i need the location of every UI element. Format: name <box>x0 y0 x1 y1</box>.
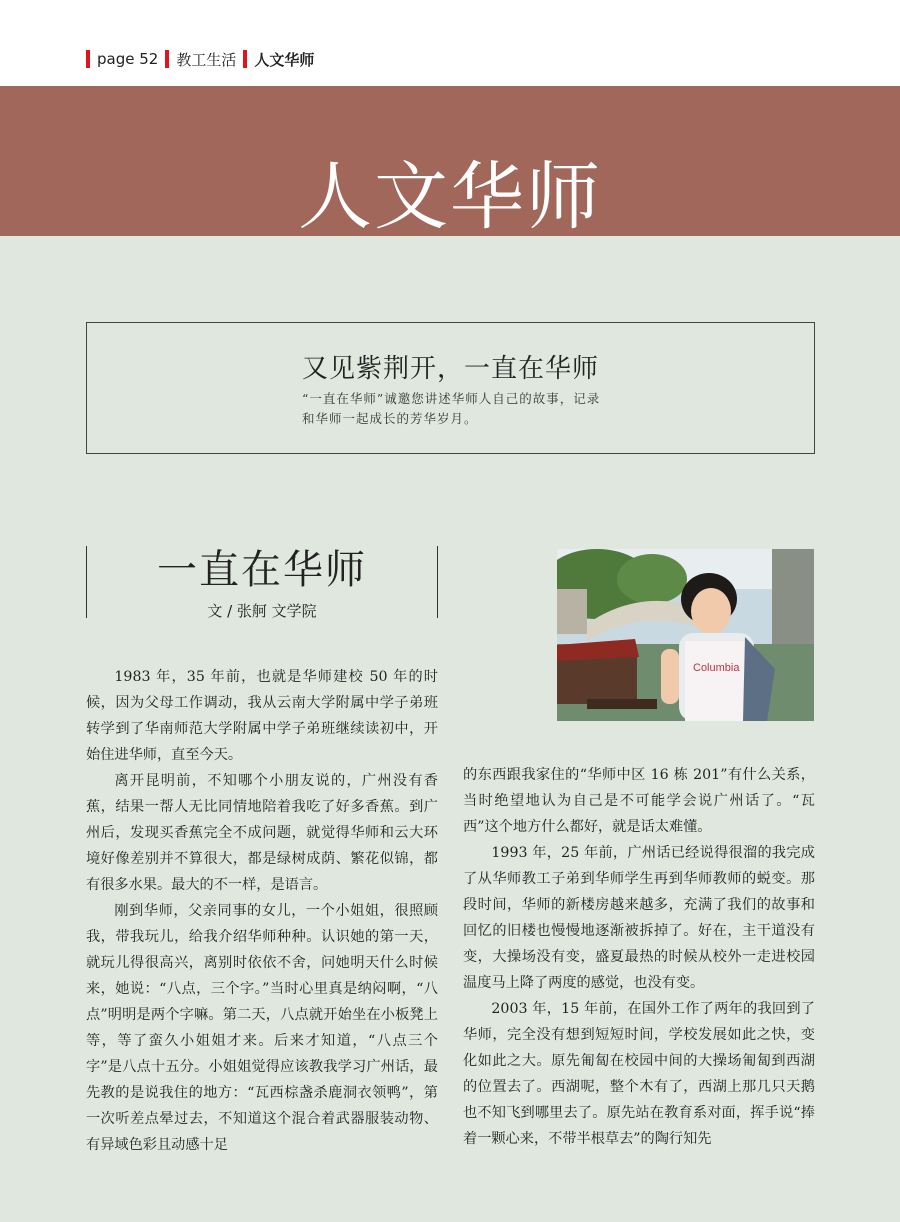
page-number: page 52 <box>97 50 159 68</box>
article-column-left <box>86 664 438 1158</box>
paragraph: 的东西跟我家住的“华师中区 16 栋 201”有什么关系，当时绝望地认为自己是不可能学会说广州话了。“瓦西”这个地方什么都好，就是话太难懂。 <box>463 767 815 835</box>
section-name: 教工生活 <box>176 50 237 69</box>
banner-title: 人文华师 <box>298 154 602 240</box>
article-byline: 文 / 张舸 文学院 <box>207 602 317 620</box>
article-column-right <box>463 762 815 1152</box>
intro-title: 又见紫荆开，一直在华师 <box>302 354 600 384</box>
intro-box <box>86 322 815 454</box>
paragraph: 2003 年，15 年前，在国外工作了两年的我回到了华师，完全没有想到短短时间，学校发展如此之快，变化如此之大。原先匍匐在校园中间的大操场匍匐到西湖的位置去了。西湖呢，整个木有了，西湖上那几只天鹅也不知飞到哪里去了。原先站在教育系对面，挥手说“捧着一颗心来，不带半根草去”的陶行知先 <box>463 1001 815 1147</box>
red-bar-marker <box>165 50 169 68</box>
article-title: 一直在华师 <box>157 547 367 593</box>
column-name: 人文华师 <box>254 50 315 69</box>
paragraph: 1993 年，25 年前，广州话已经说得很溜的我完成了从华师教工子弟到华师学生再到华师教师的蜕变。那段时间，华师的新楼房越来越多，充满了我们的故事和回忆的旧楼也慢慢地逐渐被拆掉了。好在，主干道没有变，大操场没有变，盛夏最热的时候从校外一走进校园温度马上降了两度的感觉，也没有变。 <box>463 845 815 991</box>
red-bar-marker <box>243 50 247 68</box>
intro-description: “一直在华师”诚邀您讲述华师人自己的故事，记录和华师一起成长的芳华岁月。 <box>302 391 601 426</box>
paragraph: 离开昆明前，不知哪个小朋友说的，广州没有香蕉，结果一帮人无比同情地陪着我吃了好多香蕉。到广州后，发现买香蕉完全不成问题，就觉得华师和云大环境好像差别并不算很大，都是绿树成荫、繁花似锦，都有很多水果。最大的不一样，是语言。 <box>86 773 438 893</box>
breadcrumb <box>86 48 321 70</box>
paragraph: 1983 年，35 年前，也就是华师建校 50 年的时候，因为父母工作调动，我从云南大学附属中学子弟班转学到了华南师范大学附属中学子弟班继续读初中，开始住进华师，直至今天。 <box>86 669 438 763</box>
shirt-logo-text: Columbia <box>693 662 740 674</box>
red-bar-marker <box>86 50 90 68</box>
page-header <box>0 0 900 86</box>
author-photo <box>557 549 814 721</box>
paragraph: 刚到华师，父亲同事的女儿，一个小姐姐，很照顾我，带我玩儿，给我介绍华师种种。认识她的第一天，就玩儿得很高兴，离别时依依不舍，问她明天什么时候来，她说：“八点，三个字。”当时心里真是纳闷啊，“八点”明明是两个字嘛。第二天，八点就开始坐在小板凳上等，等了蛮久小姐姐才来。后来才知道，“八点三个字”是八点十五分。小姐姐觉得应该教我学习广州话，最先教的是说我住的地方：“瓦西棕盏杀鹿洞衣领鸭”，第一次听差点晕过去，不知道这个混合着武器服装动物、有异域色彩且动感十足 <box>86 903 438 1153</box>
